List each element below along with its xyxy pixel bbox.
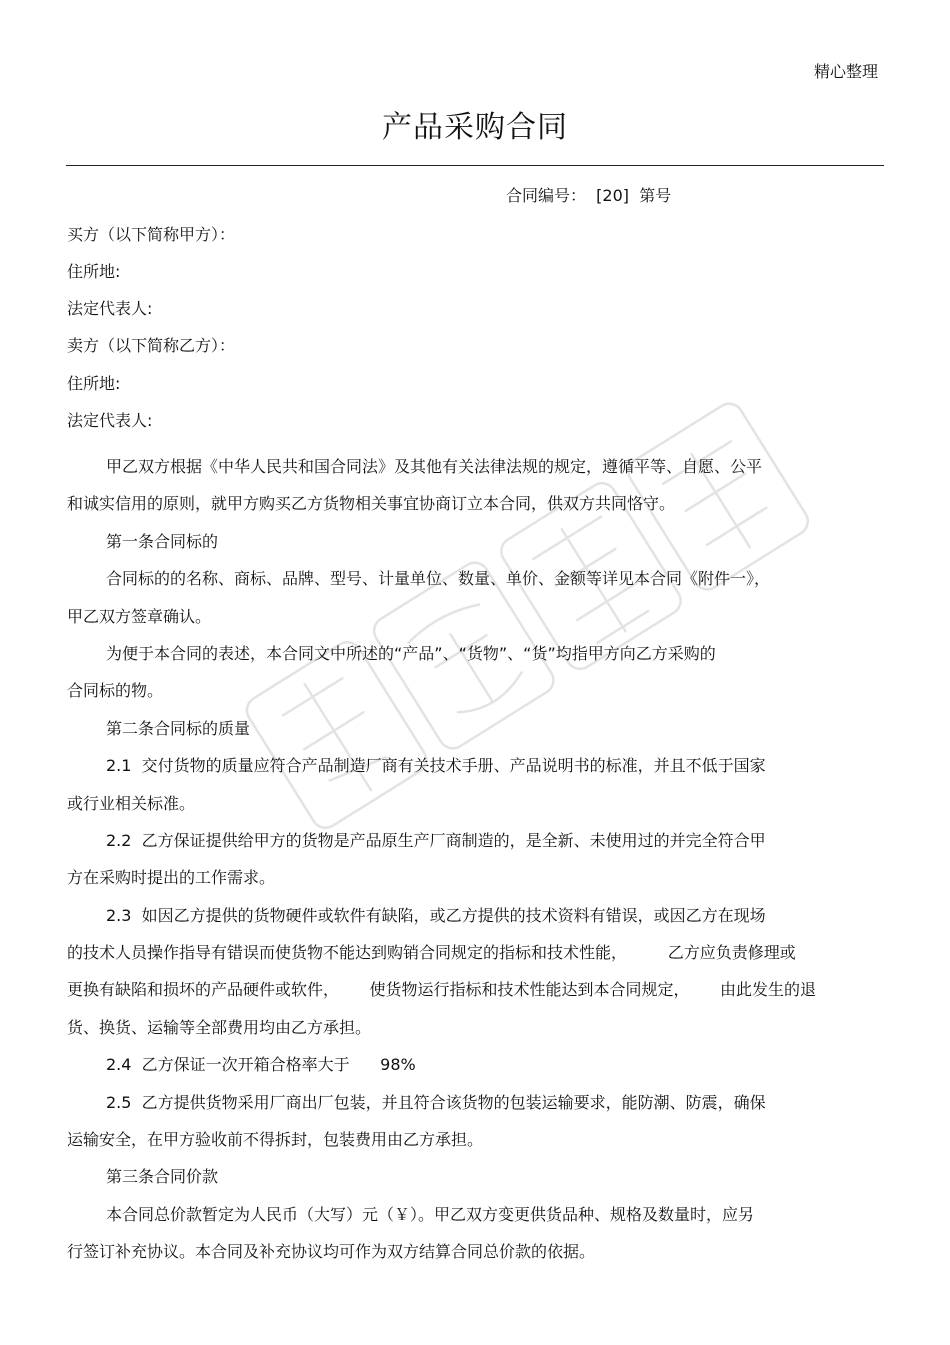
buyer-representative-field: 法定代表人: xyxy=(67,299,153,318)
body-line: 运输安全，在甲方验收前不得拆封，包装费用由乙方承担。 xyxy=(67,1130,484,1150)
body-line: 甲乙双方根据《中华人民共和国合同法》及其他有关法律法规的规定，遵循平等、自愿、公平 xyxy=(106,457,763,476)
body-line: 2.5 乙方提供货物采用厂商出厂包装，并且符合该货物的包装运输要求，能防潮、防震，确保 xyxy=(106,1092,766,1112)
buyer-address-field: 住所地: xyxy=(67,262,121,281)
seller-address-field: 住所地: xyxy=(67,374,121,393)
body-line: 2.4 乙方保证一次开箱合格率大于 98% xyxy=(106,1055,416,1075)
body-line: 方在采购时提出的工作需求。 xyxy=(67,868,276,888)
body-line: 合同标的物。 xyxy=(67,681,164,701)
contract-body xyxy=(67,448,879,1271)
body-line: 合同标的的名称、商标、品牌、型号、计量单位、数量、单价、金额等详见本合同《附件一》， xyxy=(106,569,771,589)
body-line: 或行业相关标准。 xyxy=(67,793,196,813)
section-heading: 第一条合同标的 xyxy=(106,531,219,551)
document-title: 产品采购合同 xyxy=(382,110,568,145)
body-line: 2.1 交付货物的质量应符合产品制造厂商有关技术手册、产品说明书的标准，并且不低于国家 xyxy=(106,756,766,776)
body-line: 和诚实信用的原则，就甲方购买乙方货物相关事宜协商订立本合同，供双方共同恪守。 xyxy=(67,494,676,514)
seller-representative-field: 法定代表人: xyxy=(67,411,153,430)
body-line: 行签订补充协议。本合同及补充协议均可作为双方结算合同总价款的依据。 xyxy=(67,1242,596,1262)
buyer-field: 买方（以下简称甲方）： xyxy=(67,225,236,244)
title-divider xyxy=(66,165,884,166)
body-line: 甲乙双方签章确认。 xyxy=(67,606,212,626)
section-heading: 第二条合同标的质量 xyxy=(106,718,251,738)
body-line: 更换有缺陷和损坏的产品硬件或软件， 使货物运行指标和技术性能达到本合同规定， 由此发生的退 xyxy=(67,980,817,1000)
body-line: 为便于本合同的表述，本合同文中所述的“产品”、“货物”、“货”均指甲方向乙方采购的 xyxy=(106,643,716,663)
body-line: 2.3 如因乙方提供的货物硬件或软件有缺陷，或乙方提供的技术资料有错误，或因乙方在现场 xyxy=(106,905,766,925)
section-heading: 第三条合同价款 xyxy=(106,1167,219,1187)
header-note: 精心整理 xyxy=(813,62,878,81)
contract-number: 合同编号： [20] 第号 xyxy=(506,186,672,205)
seller-field: 卖方（以下简称乙方）： xyxy=(67,336,236,355)
body-line: 本合同总价款暂定为人民币（大写）元（￥）。甲乙双方变更供货品种、规格及数量时，应另 xyxy=(106,1204,755,1224)
body-line: 货、换货、运输等全部费用均由乙方承担。 xyxy=(67,1017,372,1037)
body-line: 的技术人员操作指导有错误而使货物不能达到购销合同规定的指标和技术性能， 乙方应负责修理或 xyxy=(67,943,796,963)
body-line: 2.2 乙方保证提供给甲方的货物是产品原生产厂商制造的，是全新、未使用过的并完全符合甲 xyxy=(106,830,766,850)
